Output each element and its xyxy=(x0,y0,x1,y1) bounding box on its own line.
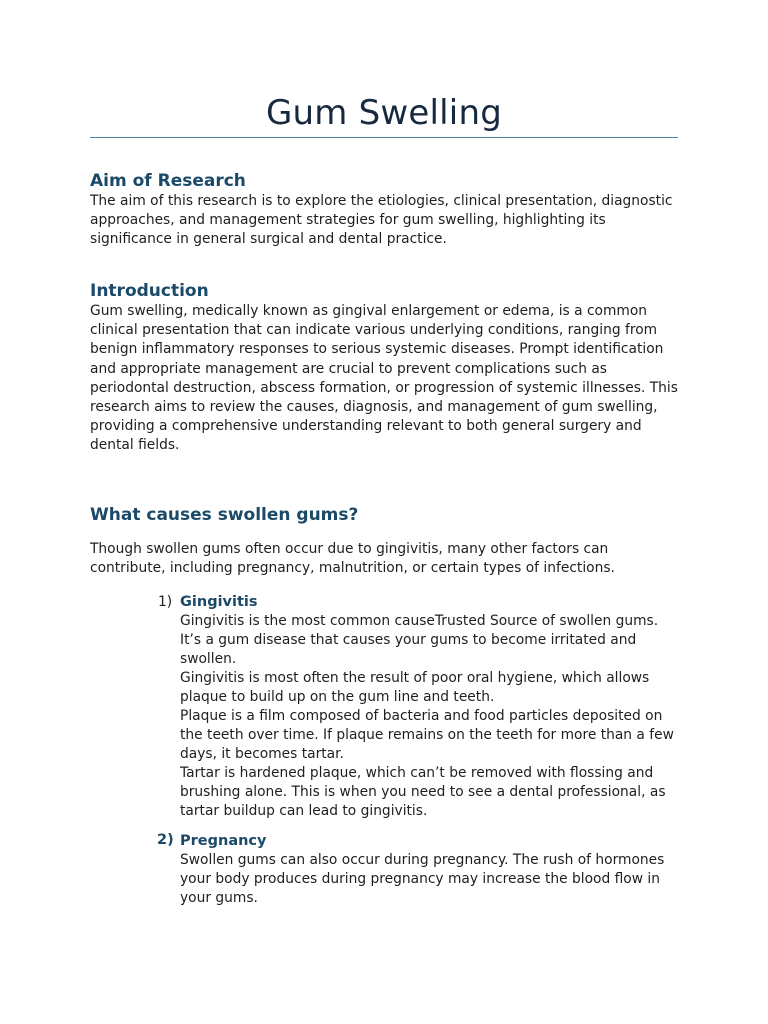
causes-heading: What causes swollen gums? xyxy=(90,505,359,526)
introduction-paragraph: Gum swelling, medically known as gingival enlargement or edema, is a common clinical presentation that can indicate various underlying conditions, ranging from benign inflammatory responses to serious systemic diseases. Prompt identification and appropriate management are crucial to prevent complications such as periodontal destruction, abscess formation, or progression of systemic illnesses. This research aims to review the causes, diagnosis, and management of gum swelling, providing a comprehensive understanding relevant to both general surgery and dental fields. xyxy=(90,303,678,453)
list-item-line: Gingivitis is the most common causeTrusted Source of swollen gums. It’s a gum disease that causes your gums to become irritated and swollen. xyxy=(180,613,659,668)
list-item-pregnancy xyxy=(90,831,678,908)
list-item-title: Pregnancy xyxy=(180,833,267,850)
list-item-line: Plaque is a film composed of bacteria and food particles deposited on the teeth over time. If plaque remains on the teeth for more than a few days, it becomes tartar. xyxy=(180,708,674,763)
title-divider xyxy=(90,137,678,138)
list-item-line: Swollen gums can also occur during pregnancy. The rush of hormones your body produces during pregnancy may increase the blood flow in your gums. xyxy=(180,852,665,907)
aim-heading: Aim of Research xyxy=(90,171,246,191)
list-marker: 1) xyxy=(158,594,173,611)
aim-paragraph: The aim of this research is to explore the etiologies, clinical presentation, diagnostic approaches, and management strategies for gum swelling, highlighting its significance in general surgical and dental practice. xyxy=(90,193,673,248)
list-item-line: Gingivitis is most often the result of poor oral hygiene, which allows plaque to build up on the gum line and teeth. xyxy=(180,670,650,706)
list-item-gingivitis xyxy=(90,592,678,821)
list-marker: 2) xyxy=(157,832,174,849)
list-item-line: Tartar is hardened plaque, which can’t be removed with flossing and brushing alone. This is when you need to see a dental professional, as tartar buildup can lead to gingivitis. xyxy=(180,765,666,820)
document-title: Gum Swelling xyxy=(265,93,502,133)
introduction-heading: Introduction xyxy=(90,281,209,302)
causes-intro-paragraph: Though swollen gums often occur due to gingivitis, many other factors can contribute, including pregnancy, malnutrition, or certain types of infections. xyxy=(90,541,615,577)
causes-list xyxy=(90,592,678,908)
list-item-title: Gingivitis xyxy=(180,594,258,611)
